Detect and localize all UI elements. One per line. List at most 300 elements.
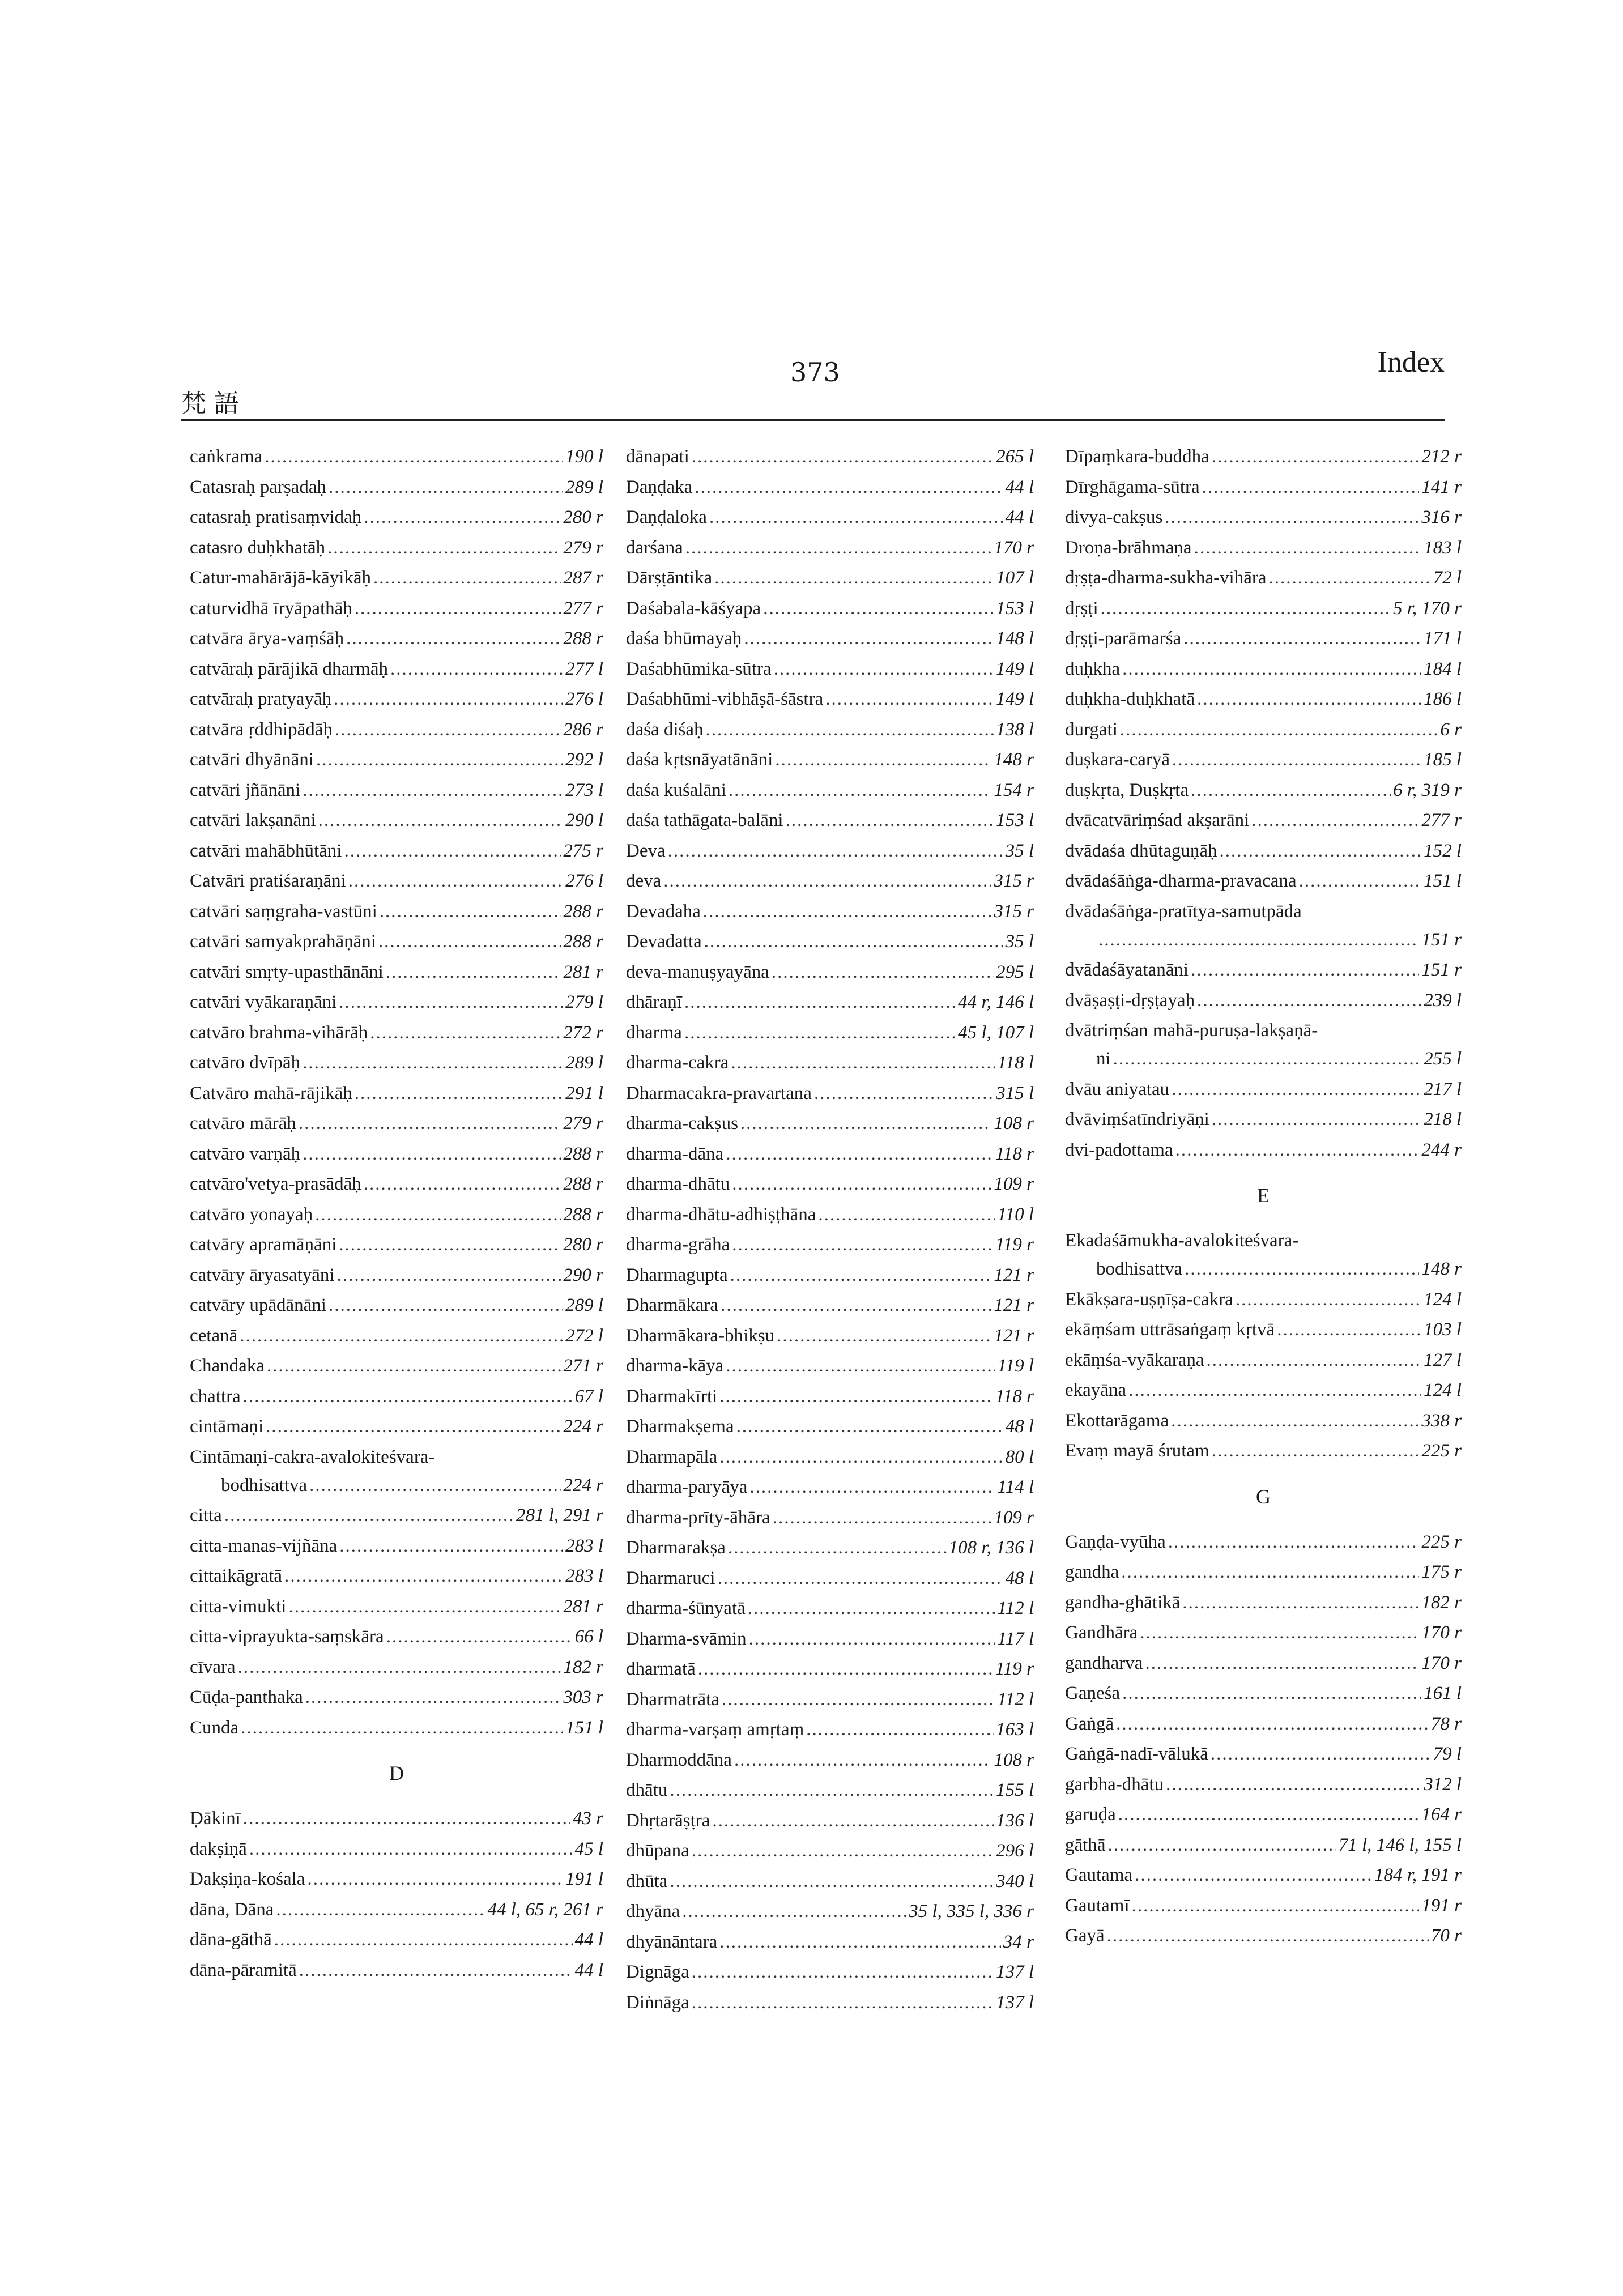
page-reference: 151 l bbox=[1424, 871, 1462, 891]
dot-leader bbox=[704, 927, 1003, 957]
page-reference: 163 l bbox=[996, 1719, 1034, 1740]
index-term: catvāri mahābhūtāni bbox=[190, 840, 342, 861]
page-reference: 44 l bbox=[574, 1929, 603, 1950]
dot-leader bbox=[698, 1654, 993, 1685]
page-reference: 276 l bbox=[565, 689, 603, 709]
index-column-1 bbox=[190, 442, 603, 1986]
index-entry bbox=[626, 927, 1034, 957]
index-entry bbox=[190, 1321, 603, 1352]
dot-leader bbox=[703, 897, 991, 927]
index-term: Dārṣṭāntika bbox=[626, 568, 713, 588]
index-term: deva-manuṣyayāna bbox=[626, 961, 769, 982]
dot-leader bbox=[1107, 1830, 1336, 1861]
page-reference: 153 l bbox=[996, 598, 1034, 619]
dot-leader bbox=[706, 715, 994, 746]
dot-leader bbox=[774, 654, 994, 685]
index-entry bbox=[1065, 1315, 1462, 1345]
page-reference: 312 l bbox=[1424, 1774, 1462, 1795]
index-term: Dignāga bbox=[626, 1962, 689, 1982]
index-term: citta-viprayukta-saṃskāra bbox=[190, 1626, 384, 1647]
index-entry bbox=[626, 1867, 1034, 1897]
page-reference: 80 l bbox=[1005, 1446, 1034, 1467]
index-term: Dharmākara-bhikṣu bbox=[626, 1325, 775, 1346]
page-reference: 127 l bbox=[1424, 1349, 1462, 1370]
index-entry bbox=[190, 1079, 603, 1109]
page-reference: 151 r bbox=[1421, 929, 1462, 950]
index-term: catasro duḥkhatāḥ bbox=[190, 537, 326, 558]
page-reference: 155 l bbox=[996, 1780, 1034, 1800]
index-entry bbox=[190, 1351, 603, 1382]
index-column-2 bbox=[626, 442, 1034, 2018]
index-entry bbox=[190, 1864, 603, 1895]
page-reference: 119 r bbox=[995, 1659, 1034, 1679]
dot-leader bbox=[1191, 776, 1391, 806]
page-reference: 265 l bbox=[996, 446, 1034, 467]
index-term: Daṇḍaka bbox=[626, 476, 693, 497]
index-entry bbox=[190, 1682, 603, 1713]
index-term: Dharmapāla bbox=[626, 1446, 718, 1467]
dot-leader bbox=[1212, 442, 1420, 472]
index-term: Catvāri pratiśaraṇāni bbox=[190, 871, 346, 891]
dot-leader bbox=[1269, 563, 1431, 594]
index-entry bbox=[626, 1503, 1034, 1533]
page-reference: 182 r bbox=[1421, 1592, 1462, 1613]
page-reference: 224 r bbox=[563, 1416, 603, 1437]
index-entry bbox=[190, 1834, 603, 1865]
page-reference: 170 r bbox=[1421, 1622, 1462, 1643]
dot-leader bbox=[303, 776, 563, 806]
dot-leader bbox=[1277, 1315, 1421, 1345]
page-reference: 151 r bbox=[1421, 960, 1462, 980]
index-term: daśa tathāgata-balāni bbox=[626, 810, 783, 830]
index-term: Gaṇḍa-vyūha bbox=[1065, 1531, 1166, 1552]
dot-leader bbox=[378, 927, 561, 957]
dot-leader bbox=[1299, 866, 1421, 897]
index-term: catvāri samyakprahāṇāni bbox=[190, 931, 376, 952]
index-term: catvāri vyākaraṇāni bbox=[190, 992, 337, 1012]
dot-leader bbox=[380, 897, 561, 927]
index-term: Daṇḍaloka bbox=[626, 507, 707, 527]
page-reference: 225 r bbox=[1421, 1441, 1462, 1461]
page-reference: 5 r, 170 r bbox=[1392, 598, 1462, 619]
dot-leader bbox=[773, 1503, 992, 1533]
index-term: ekayāna bbox=[1065, 1380, 1127, 1400]
dot-leader bbox=[825, 684, 994, 715]
index-term: Daśabala-kāśyapa bbox=[626, 598, 761, 619]
page-reference: 170 r bbox=[994, 537, 1034, 558]
dot-leader bbox=[1168, 1527, 1420, 1558]
dot-leader bbox=[1140, 1618, 1419, 1648]
dot-leader bbox=[695, 472, 1003, 503]
index-entry bbox=[626, 1260, 1034, 1291]
index-term: Ekottarāgama bbox=[1065, 1410, 1169, 1431]
page-reference: 182 r bbox=[563, 1656, 603, 1677]
index-entry bbox=[1065, 806, 1462, 836]
index-term: Devadaha bbox=[626, 901, 701, 922]
page-reference: 279 r bbox=[563, 537, 603, 558]
index-entry bbox=[190, 594, 603, 624]
index-entry bbox=[190, 1895, 603, 1926]
index-entry bbox=[1065, 1588, 1462, 1618]
index-term: dhyāna bbox=[626, 1901, 680, 1922]
index-entry bbox=[1065, 1527, 1462, 1558]
index-entry bbox=[626, 654, 1034, 685]
dot-leader bbox=[288, 1592, 561, 1622]
dot-leader bbox=[1212, 1105, 1421, 1135]
index-term: gandharva bbox=[1065, 1652, 1143, 1673]
index-term: dharma-dhātu-adhiṣṭhāna bbox=[626, 1204, 816, 1225]
dot-leader bbox=[1185, 1254, 1419, 1285]
page-reference: 275 r bbox=[563, 840, 603, 861]
page-reference: 108 r bbox=[994, 1113, 1034, 1134]
dot-leader bbox=[814, 1079, 994, 1109]
index-term: dvi-padottama bbox=[1065, 1139, 1173, 1160]
index-entry bbox=[1065, 1406, 1462, 1437]
dot-leader bbox=[1172, 745, 1421, 776]
index-entry bbox=[190, 1804, 603, 1834]
index-entry bbox=[190, 1531, 603, 1562]
page-reference: 109 r bbox=[994, 1507, 1034, 1528]
dot-leader bbox=[668, 836, 1003, 867]
index-entry bbox=[190, 1230, 603, 1260]
page-reference: 224 r bbox=[563, 1475, 603, 1496]
page-reference: 151 l bbox=[565, 1717, 603, 1738]
page-reference: 79 l bbox=[1433, 1744, 1462, 1764]
page-reference: 110 l bbox=[997, 1204, 1034, 1225]
dot-leader bbox=[1183, 624, 1421, 654]
dot-leader bbox=[339, 987, 563, 1018]
dot-leader bbox=[390, 654, 563, 685]
page-reference: 292 l bbox=[565, 749, 603, 770]
dot-leader bbox=[364, 502, 561, 533]
page-reference: 277 l bbox=[565, 658, 603, 679]
index-entry bbox=[190, 1200, 603, 1230]
index-term: Catvāro mahā-rājikāḥ bbox=[190, 1083, 352, 1104]
index-term: Dīrghāgama-sūtra bbox=[1065, 476, 1200, 497]
index-entry bbox=[1065, 955, 1462, 986]
page-reference: 44 l bbox=[574, 1960, 603, 1980]
index-term: Cintāmaṇi-cakra-avalokiteśvara- bbox=[190, 1446, 435, 1467]
index-term: catvāro varṇāḥ bbox=[190, 1143, 301, 1164]
page-reference: 164 r bbox=[1421, 1804, 1462, 1825]
dot-leader bbox=[806, 1715, 994, 1745]
page-reference: 107 l bbox=[996, 568, 1034, 588]
index-entry bbox=[626, 1079, 1034, 1109]
page-reference: 45 l bbox=[574, 1838, 603, 1859]
index-entry bbox=[626, 776, 1034, 806]
page-reference: 44 r, 146 l bbox=[958, 992, 1034, 1012]
dot-leader bbox=[763, 594, 994, 624]
page-reference: 183 l bbox=[1424, 537, 1462, 558]
index-entry bbox=[1065, 502, 1462, 533]
index-term: catvāra ṛddhipādāḥ bbox=[190, 719, 333, 740]
index-term: dhūpana bbox=[626, 1841, 689, 1861]
index-entry bbox=[626, 745, 1034, 776]
dot-leader bbox=[744, 624, 994, 654]
page-reference: 280 r bbox=[563, 507, 603, 527]
page-reference: 218 l bbox=[1424, 1109, 1462, 1130]
index-term: dānapati bbox=[626, 446, 689, 467]
index-term: gāthā bbox=[1065, 1834, 1106, 1855]
index-entry bbox=[1065, 684, 1462, 715]
page-reference: 136 l bbox=[996, 1810, 1034, 1831]
page-reference: 138 l bbox=[996, 719, 1034, 740]
index-entry bbox=[626, 1775, 1034, 1806]
section-letter: E bbox=[1257, 1184, 1270, 1207]
page-reference: 137 l bbox=[996, 1962, 1034, 1982]
index-entry bbox=[190, 563, 603, 594]
dot-leader bbox=[1171, 1406, 1419, 1437]
index-term: Dharmagupta bbox=[626, 1264, 728, 1285]
index-entry bbox=[190, 654, 603, 685]
index-term: dharma-cakra bbox=[626, 1053, 729, 1073]
index-entry bbox=[626, 1200, 1034, 1230]
index-term: gandha bbox=[1065, 1562, 1119, 1582]
index-entry bbox=[1065, 986, 1462, 1016]
page-reference: 6 r, 319 r bbox=[1392, 779, 1462, 800]
page-reference: 44 l bbox=[1005, 476, 1034, 497]
index-term: catvāro yonayaḥ bbox=[190, 1204, 313, 1225]
index-entry bbox=[1065, 1135, 1462, 1166]
page-reference: 283 l bbox=[565, 1535, 603, 1556]
index-entry bbox=[626, 684, 1034, 715]
index-entry bbox=[190, 472, 603, 503]
index-term: Gandhāra bbox=[1065, 1622, 1138, 1643]
index-term: gandha-ghātikā bbox=[1065, 1592, 1181, 1613]
page-reference: 35 l, 335 l, 336 r bbox=[909, 1901, 1034, 1922]
index-entry bbox=[190, 776, 603, 806]
page-reference: 316 r bbox=[1421, 507, 1462, 527]
index-entry bbox=[626, 866, 1034, 897]
dot-leader bbox=[1121, 1557, 1419, 1588]
index-term: catvāry apramāṇāni bbox=[190, 1234, 337, 1255]
dot-leader bbox=[718, 1564, 1003, 1594]
index-entry bbox=[1065, 1830, 1462, 1861]
dot-leader bbox=[348, 866, 563, 897]
dot-leader bbox=[315, 1200, 561, 1230]
page-reference: 45 l, 107 l bbox=[958, 1022, 1034, 1043]
index-term: Gaṇeśa bbox=[1065, 1683, 1121, 1703]
index-term: dharma-paryāya bbox=[626, 1477, 748, 1497]
page-reference: 280 r bbox=[563, 1234, 603, 1255]
page-reference: 287 r bbox=[563, 568, 603, 588]
index-term: Ekadaśāmukha-avalokiteśvara- bbox=[1065, 1230, 1299, 1251]
dot-leader bbox=[749, 1472, 995, 1503]
index-entry bbox=[1065, 1436, 1462, 1467]
index-entry bbox=[1065, 866, 1462, 897]
dot-leader bbox=[344, 836, 561, 867]
dot-leader bbox=[1202, 472, 1420, 503]
index-term: Catur-mahārājā-kāyikāḥ bbox=[190, 568, 372, 588]
index-term: Chandaka bbox=[190, 1356, 265, 1376]
index-term: garuḍa bbox=[1065, 1804, 1116, 1825]
index-entry bbox=[626, 1139, 1034, 1170]
page-reference: 118 l bbox=[997, 1053, 1034, 1073]
dot-leader bbox=[299, 1956, 573, 1986]
index-entry bbox=[190, 927, 603, 957]
dot-leader bbox=[1172, 1075, 1421, 1105]
page-reference: 273 l bbox=[565, 779, 603, 800]
page-reference: 279 l bbox=[565, 992, 603, 1012]
page-reference: 184 r, 191 r bbox=[1374, 1865, 1462, 1885]
dot-leader bbox=[240, 1321, 563, 1352]
page-reference: 121 r bbox=[994, 1325, 1034, 1346]
index-entry bbox=[1065, 1375, 1462, 1406]
index-term: dharmatā bbox=[626, 1659, 696, 1679]
dot-leader bbox=[249, 1834, 573, 1865]
page-reference: 170 r bbox=[1421, 1652, 1462, 1673]
dot-leader bbox=[241, 1713, 563, 1744]
index-entry bbox=[1065, 1770, 1462, 1800]
page-reference: 271 r bbox=[563, 1356, 603, 1376]
index-term: garbha-dhātu bbox=[1065, 1774, 1164, 1795]
index-entry bbox=[190, 1109, 603, 1139]
dot-leader bbox=[732, 1169, 991, 1200]
page-reference: 121 r bbox=[994, 1295, 1034, 1315]
index-term: cittaikāgratā bbox=[190, 1566, 283, 1586]
page-reference: 71 l, 146 l, 155 l bbox=[1338, 1834, 1462, 1855]
page-reference: 72 l bbox=[1433, 568, 1462, 588]
dot-leader bbox=[670, 1867, 994, 1897]
index-term: duṣkara-caryā bbox=[1065, 749, 1170, 770]
index-term: dhāraṇī bbox=[626, 992, 682, 1012]
index-term: Gaṅgā-nadī-vālukā bbox=[1065, 1744, 1208, 1764]
index-entry bbox=[1065, 925, 1462, 956]
index-term: caṅkrama bbox=[190, 446, 263, 467]
index-term: dvādaśāyatanāni bbox=[1065, 960, 1189, 980]
index-entry bbox=[1065, 472, 1462, 503]
index-entry bbox=[190, 1139, 603, 1170]
index-entry bbox=[1065, 1739, 1462, 1770]
dot-leader bbox=[307, 1864, 563, 1895]
index-term: Evaṃ mayā śrutam bbox=[1065, 1441, 1209, 1461]
page-reference: 117 l bbox=[997, 1628, 1034, 1649]
dot-leader bbox=[386, 1622, 573, 1652]
page-reference: 119 l bbox=[997, 1356, 1034, 1376]
dot-leader bbox=[1166, 1770, 1421, 1800]
dot-leader bbox=[1122, 1679, 1421, 1709]
page-reference: 109 r bbox=[994, 1174, 1034, 1194]
dot-leader bbox=[1107, 1921, 1429, 1952]
index-entry bbox=[1065, 1075, 1462, 1105]
page-reference: 239 l bbox=[1424, 990, 1462, 1011]
page-reference: 255 l bbox=[1424, 1049, 1462, 1069]
index-term: Dīpaṃkara-buddha bbox=[1065, 446, 1209, 467]
dot-leader bbox=[1194, 533, 1422, 564]
index-entry bbox=[190, 1260, 603, 1291]
dot-leader bbox=[730, 1260, 992, 1291]
index-term: Gaṅgā bbox=[1065, 1713, 1114, 1734]
index-term: Dhṛtarāṣṭra bbox=[626, 1810, 710, 1831]
page-reference: 225 r bbox=[1421, 1531, 1462, 1552]
page-reference: 114 l bbox=[997, 1477, 1034, 1497]
dot-leader bbox=[316, 745, 563, 776]
index-entry bbox=[190, 1956, 603, 1986]
index-entry bbox=[1065, 1557, 1462, 1588]
index-entry bbox=[190, 684, 603, 715]
dot-leader bbox=[1132, 1891, 1420, 1922]
index-entry bbox=[1065, 745, 1462, 776]
dot-leader bbox=[364, 1169, 561, 1200]
index-term: daśa kuśalāni bbox=[626, 779, 726, 800]
dot-leader bbox=[339, 1230, 561, 1260]
page-reference: 171 l bbox=[1424, 628, 1462, 649]
page-reference: 175 r bbox=[1421, 1562, 1462, 1582]
page-reference: 185 l bbox=[1424, 749, 1462, 770]
page-reference: 315 r bbox=[994, 901, 1034, 922]
index-entry bbox=[1065, 533, 1462, 564]
page-reference: 44 l, 65 r, 261 r bbox=[487, 1899, 603, 1920]
index-term: dharma-prīty-āhāra bbox=[626, 1507, 770, 1528]
dot-leader bbox=[1207, 1345, 1422, 1376]
index-term: dvādaśāṅga-pratītya-samutpāda bbox=[1065, 901, 1302, 922]
dot-leader bbox=[276, 1895, 485, 1926]
page-reference: 112 l bbox=[997, 1689, 1034, 1710]
index-term: chattra bbox=[190, 1386, 241, 1407]
index-term: dvāu aniyatau bbox=[1065, 1079, 1170, 1100]
index-entry bbox=[626, 563, 1034, 594]
index-term: dharma-śūnyatā bbox=[626, 1598, 746, 1618]
index-entry bbox=[190, 806, 603, 836]
dot-leader bbox=[731, 1048, 995, 1079]
index-entry bbox=[626, 1988, 1034, 2018]
index-term: dvāviṃśatīndriyāṇi bbox=[1065, 1109, 1209, 1130]
index-entry bbox=[190, 1561, 603, 1592]
dot-leader bbox=[299, 1109, 561, 1139]
dot-leader bbox=[721, 1290, 991, 1321]
dot-leader bbox=[714, 563, 994, 594]
index-term: dṛṣṭi bbox=[1065, 598, 1098, 619]
index-entry bbox=[1065, 1226, 1462, 1254]
dot-leader bbox=[1251, 806, 1419, 836]
dot-leader bbox=[726, 1139, 993, 1170]
page-reference: 48 l bbox=[1005, 1567, 1034, 1588]
index-entry bbox=[1065, 1618, 1462, 1648]
section-letter: G bbox=[1256, 1485, 1271, 1508]
index-term: catvāri lakṣanāni bbox=[190, 810, 316, 830]
index-term: catvāraḥ pārājikā dharmāḥ bbox=[190, 658, 388, 679]
index-entry bbox=[626, 1351, 1034, 1382]
index-term: dvādaśāṅga-dharma-pravacana bbox=[1065, 871, 1297, 891]
index-entry bbox=[626, 1533, 1034, 1564]
index-term: dakṣiṇā bbox=[190, 1838, 247, 1859]
index-entry bbox=[190, 1592, 603, 1622]
page-reference: 152 l bbox=[1424, 840, 1462, 861]
dot-leader bbox=[777, 1321, 991, 1352]
index-term: catvāraḥ pratyayāḥ bbox=[190, 689, 332, 709]
index-entry bbox=[190, 502, 603, 533]
index-term: dharma-kāya bbox=[626, 1356, 724, 1376]
index-term: dharma-grāha bbox=[626, 1234, 730, 1255]
index-term: duṣkṛta, Duṣkṛta bbox=[1065, 779, 1189, 800]
page-reference: 338 r bbox=[1421, 1410, 1462, 1431]
page-reference: 295 l bbox=[996, 961, 1034, 982]
index-term: dhyānāntara bbox=[626, 1931, 718, 1952]
index-term: Dharmoddāna bbox=[626, 1749, 732, 1770]
dot-leader bbox=[266, 1412, 561, 1442]
page-reference: 148 r bbox=[1421, 1259, 1462, 1279]
index-entry bbox=[626, 957, 1034, 988]
index-entry bbox=[1065, 594, 1462, 624]
index-term: ekāṃśa-vyākaraṇa bbox=[1065, 1349, 1204, 1370]
dot-leader bbox=[726, 1351, 995, 1382]
dot-leader bbox=[303, 1048, 563, 1079]
page-reference: 153 l bbox=[996, 810, 1034, 830]
page-reference: 303 r bbox=[563, 1687, 603, 1707]
index-term: Droṇa-brāhmaṇa bbox=[1065, 537, 1192, 558]
index-entry bbox=[190, 1652, 603, 1683]
page-reference: 191 l bbox=[565, 1869, 603, 1889]
